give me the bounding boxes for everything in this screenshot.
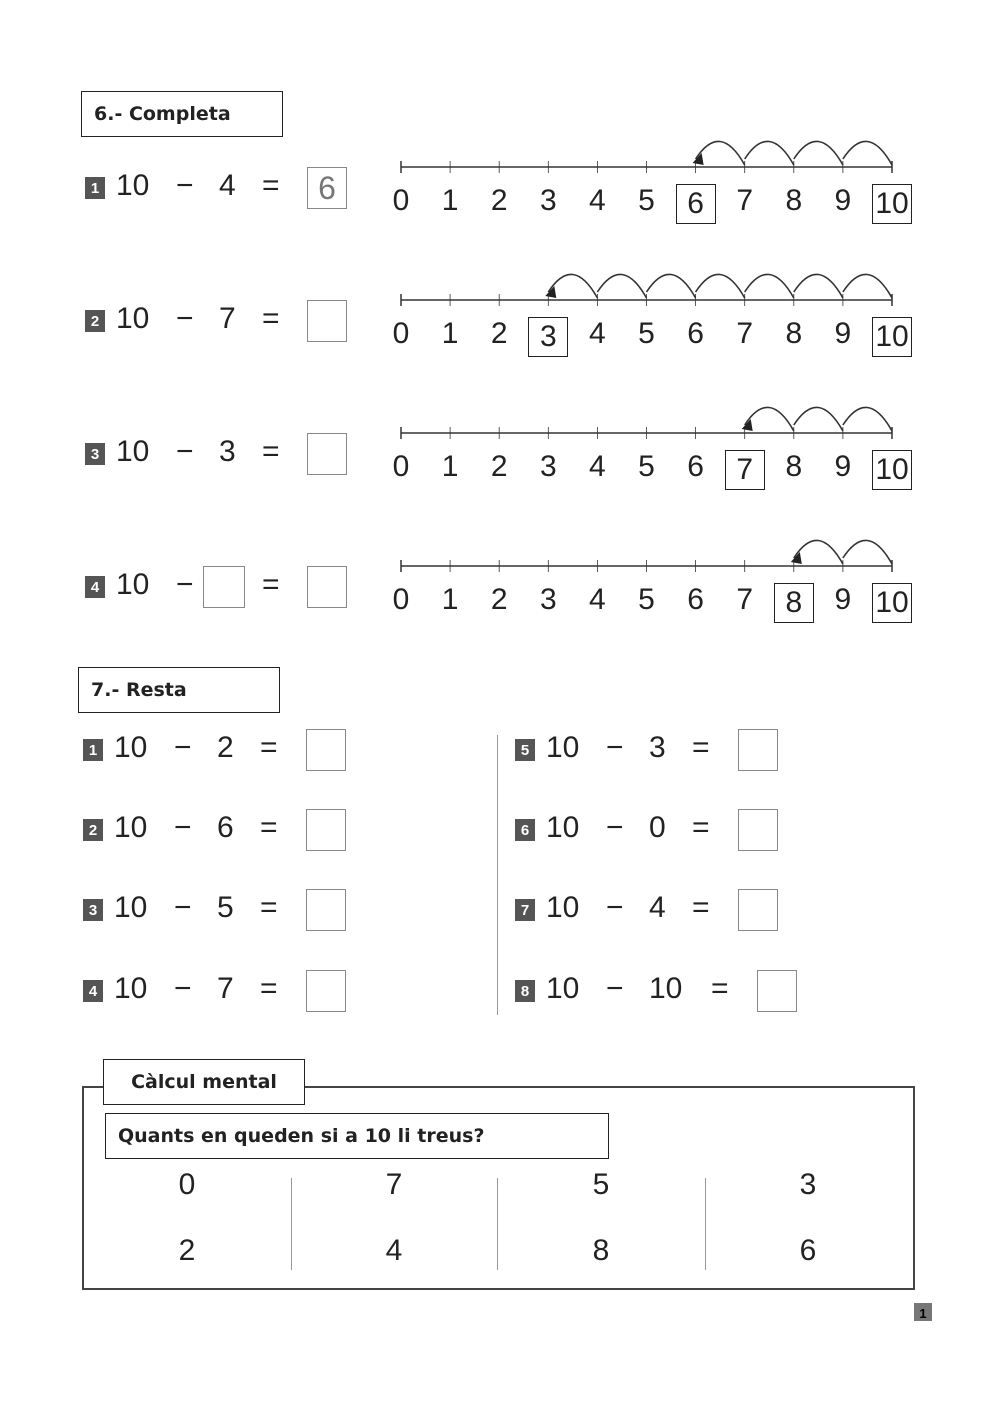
number-line-label: 8 — [785, 184, 803, 217]
number-line-label: 1 — [441, 317, 459, 350]
equals-sign: = — [711, 972, 729, 1005]
equals-sign: = — [262, 169, 280, 202]
number-line-label: 9 — [834, 317, 852, 350]
number-line-label: 9 — [834, 583, 852, 616]
exercise-number-badge: 3 — [83, 899, 103, 921]
section-7-title-text: 7.- Resta — [91, 679, 187, 701]
exercise-number-badge: 2 — [85, 310, 105, 332]
mental-calc-question — [105, 1113, 609, 1159]
operand-b: 10 — [649, 972, 683, 1005]
number-line-label: 7 — [736, 583, 754, 616]
jump-arc — [794, 274, 843, 298]
number-line-label: 9 — [834, 184, 852, 217]
operand-b: 3 — [219, 435, 236, 468]
exercise-number-badge: 5 — [515, 739, 535, 761]
mental-number-top: 0 — [178, 1168, 196, 1201]
operand-a: 10 — [546, 891, 580, 924]
number-line-label: 4 — [589, 317, 606, 350]
operand-a: 10 — [546, 972, 580, 1005]
number-line-label: 2 — [490, 583, 508, 616]
number-line-label: 1 — [441, 583, 459, 616]
number-line-label: 7 — [725, 450, 765, 490]
answer-box[interactable] — [757, 970, 797, 1012]
answer-box[interactable] — [306, 809, 346, 851]
number-line-label: 3 — [539, 583, 557, 616]
number-line-label: 6 — [676, 184, 716, 224]
jump-arc — [745, 141, 794, 165]
operand-b: 5 — [217, 891, 234, 924]
equals-sign: = — [260, 731, 278, 764]
exercise-number-badge: 4 — [83, 980, 103, 1002]
minus-sign: − — [174, 731, 192, 764]
minus-sign: − — [176, 435, 194, 468]
minus-sign: − — [606, 891, 624, 924]
answer-box[interactable] — [307, 433, 347, 475]
equals-sign: = — [260, 972, 278, 1005]
mental-column-divider — [291, 1178, 292, 1270]
mental-number-top: 5 — [592, 1168, 610, 1201]
page-number — [914, 1303, 932, 1321]
number-line-label: 4 — [589, 450, 606, 483]
jump-arc — [597, 274, 646, 298]
equals-sign: = — [260, 811, 278, 844]
number-line-label: 4 — [589, 184, 606, 217]
number-line-label: 10 — [872, 583, 912, 623]
minus-sign: − — [174, 972, 192, 1005]
minus-sign: − — [174, 811, 192, 844]
mental-column-divider — [497, 1178, 498, 1270]
answer-box[interactable] — [307, 566, 347, 608]
exercise-number-badge: 1 — [83, 739, 103, 761]
exercise-number-badge: 6 — [515, 819, 535, 841]
operand-b: 7 — [217, 972, 234, 1005]
number-line-label: 9 — [834, 450, 852, 483]
operand-a: 10 — [546, 811, 580, 844]
number-line-label: 3 — [539, 184, 557, 217]
jump-arc — [794, 407, 843, 431]
jump-arc — [843, 540, 892, 564]
mental-column-divider — [705, 1178, 706, 1270]
exercise-number-badge: 8 — [515, 980, 535, 1002]
number-line-label: 6 — [687, 450, 704, 483]
exercise-number-badge: 1 — [85, 177, 105, 199]
exercise-number-badge: 3 — [85, 443, 105, 465]
equals-sign: = — [262, 435, 280, 468]
operand-b: 4 — [649, 891, 666, 924]
jump-arc — [843, 407, 892, 431]
answer-box[interactable] — [306, 970, 346, 1012]
mental-number-bottom: 2 — [178, 1234, 196, 1267]
number-line-label: 4 — [589, 583, 606, 616]
mental-number-top: 7 — [385, 1168, 403, 1201]
number-line-label: 1 — [441, 450, 459, 483]
operand-b: 0 — [649, 811, 666, 844]
mental-number-top: 3 — [799, 1168, 817, 1201]
minus-sign: − — [176, 169, 194, 202]
operand-a: 10 — [116, 435, 150, 468]
answer-box[interactable] — [307, 300, 347, 342]
number-line-label: 0 — [392, 450, 410, 483]
number-line-label: 7 — [736, 184, 754, 217]
number-line-label: 5 — [638, 583, 655, 616]
operand-a: 10 — [546, 731, 580, 764]
number-line-label: 1 — [441, 184, 459, 217]
operand-a: 10 — [116, 302, 150, 335]
equals-sign: = — [260, 891, 278, 924]
exercise-number-badge: 2 — [83, 819, 103, 841]
number-line-label: 8 — [785, 450, 803, 483]
number-line-label: 5 — [638, 184, 655, 217]
operand-b-box[interactable] — [203, 566, 245, 608]
minus-sign: − — [176, 302, 194, 335]
number-line-label: 5 — [638, 317, 655, 350]
page-number-text: 1 — [919, 1306, 927, 1321]
operand-b: 7 — [219, 302, 236, 335]
number-line-label: 2 — [490, 450, 508, 483]
equals-sign: = — [262, 302, 280, 335]
jump-arc — [843, 274, 892, 298]
minus-sign: − — [174, 891, 192, 924]
answer-box[interactable] — [738, 729, 778, 771]
mental-calc-title — [103, 1059, 305, 1105]
section-6-title — [81, 91, 283, 137]
answer-box[interactable] — [306, 729, 346, 771]
number-line-label: 8 — [774, 583, 814, 623]
number-line-label: 0 — [392, 184, 410, 217]
minus-sign: − — [606, 972, 624, 1005]
operand-a: 10 — [116, 568, 150, 601]
number-line-label: 5 — [638, 450, 655, 483]
operand-a: 10 — [114, 891, 148, 924]
exercise-number-badge: 7 — [515, 899, 535, 921]
operand-b: 4 — [219, 169, 236, 202]
number-line-label: 0 — [392, 317, 410, 350]
number-line-label: 10 — [872, 317, 912, 357]
section-7-title — [78, 667, 280, 713]
number-line-label: 3 — [528, 317, 568, 357]
equals-sign: = — [262, 568, 280, 601]
mental-calc-title-text: Càlcul mental — [131, 1071, 277, 1093]
exercise-number-badge: 4 — [85, 576, 105, 598]
operand-b: 2 — [217, 731, 234, 764]
answer-box[interactable] — [306, 889, 346, 931]
jump-arc — [794, 141, 843, 165]
mental-number-bottom: 8 — [592, 1234, 610, 1267]
number-line-label: 0 — [392, 583, 410, 616]
number-line-label: 3 — [539, 450, 557, 483]
answer-box[interactable] — [738, 889, 778, 931]
jump-arc — [843, 141, 892, 165]
section-7-divider — [497, 735, 498, 1015]
number-line-label: 10 — [872, 184, 912, 224]
operand-b: 3 — [649, 731, 666, 764]
mental-number-bottom: 4 — [385, 1234, 403, 1267]
mental-calc-question-text: Quants en queden si a 10 li treus? — [118, 1125, 485, 1147]
number-line-label: 6 — [687, 583, 704, 616]
mental-number-bottom: 6 — [799, 1234, 817, 1267]
number-line-label: 2 — [490, 317, 508, 350]
minus-sign: − — [176, 568, 194, 601]
jump-arc — [647, 274, 696, 298]
equals-sign: = — [692, 731, 710, 764]
operand-a: 10 — [116, 169, 150, 202]
minus-sign: − — [606, 731, 624, 764]
number-line-label: 6 — [687, 317, 704, 350]
jump-arc — [745, 274, 794, 298]
number-line-label: 7 — [736, 317, 754, 350]
operand-a: 10 — [114, 811, 148, 844]
operand-b: 6 — [217, 811, 234, 844]
equals-sign: = — [692, 891, 710, 924]
answer-box[interactable]: 6 — [307, 167, 347, 209]
number-line-label: 8 — [785, 317, 803, 350]
operand-a: 10 — [114, 972, 148, 1005]
operand-a: 10 — [114, 731, 148, 764]
section-6-title-text: 6.- Completa — [94, 103, 231, 125]
answer-box[interactable] — [738, 809, 778, 851]
number-line-label: 10 — [872, 450, 912, 490]
number-line-label: 2 — [490, 184, 508, 217]
equals-sign: = — [692, 811, 710, 844]
jump-arc — [696, 274, 745, 298]
minus-sign: − — [606, 811, 624, 844]
